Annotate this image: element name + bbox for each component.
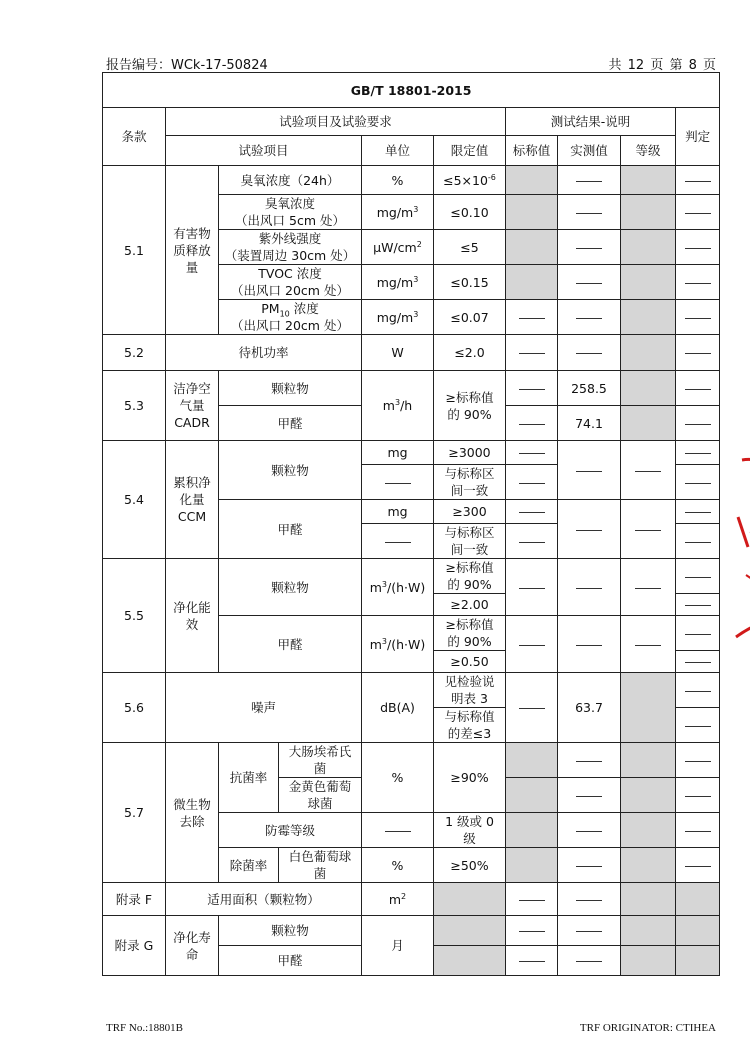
limit-cell: ≥50% — [434, 848, 506, 883]
dash-mark — [519, 424, 545, 425]
grade-cell — [621, 265, 676, 300]
measured-cell — [558, 946, 621, 976]
grade-cell — [621, 406, 676, 441]
measured-cell: 74.1 — [558, 406, 621, 441]
unit-cell: % — [362, 848, 434, 883]
nominal-cell — [506, 559, 558, 616]
verdict-cell — [676, 916, 720, 946]
nominal-cell — [506, 500, 558, 524]
nominal-cell — [506, 300, 558, 335]
table-row — [103, 883, 720, 916]
header-test-result: 测试结果-说明 — [506, 108, 676, 136]
nominal-cell — [506, 166, 558, 195]
verdict-cell — [676, 559, 720, 594]
dash-mark — [519, 645, 545, 646]
grade-cell — [621, 743, 676, 778]
item-formaldehyde: 甲醛 — [219, 500, 362, 559]
dash-mark — [576, 961, 602, 962]
dash-mark — [576, 213, 602, 214]
limit-cell — [434, 883, 506, 916]
header-item: 试验项目 — [166, 136, 362, 166]
dash-mark — [576, 248, 602, 249]
nominal-cell — [506, 778, 558, 813]
verdict-cell — [676, 594, 720, 616]
verdict-cell — [676, 265, 720, 300]
dash-mark — [519, 512, 545, 513]
page-info: 共 12 页 第 8 页 — [608, 58, 716, 73]
header-row-1 — [103, 108, 720, 136]
unit-cell: % — [362, 743, 434, 813]
dash-mark — [635, 588, 661, 589]
item-standby-power: 待机功率 — [166, 335, 362, 371]
limit-cell: ≤0.15 — [434, 265, 506, 300]
measured-cell — [558, 500, 621, 559]
dash-mark — [685, 605, 711, 606]
dash-mark — [685, 577, 711, 578]
unit-cell: $mg/m^3$ — [362, 300, 434, 335]
item-e-coli: 大肠埃希氏 菌 — [279, 743, 362, 778]
limit-cell: ≥90% — [434, 743, 506, 813]
nominal-cell — [506, 524, 558, 559]
limit-cell: ≤0.07 — [434, 300, 506, 335]
limit-cell: 见检验说 明表 3 — [434, 673, 506, 708]
grade-cell — [621, 371, 676, 406]
dash-mark — [635, 471, 661, 472]
item-mold-grade: 防霉等级 — [219, 813, 362, 848]
dash-mark — [685, 691, 711, 692]
nominal-cell — [506, 883, 558, 916]
measured-cell — [558, 265, 621, 300]
dash-mark — [519, 353, 545, 354]
measured-cell — [558, 166, 621, 195]
test-results-table — [102, 72, 720, 976]
dash-mark — [519, 708, 545, 709]
nominal-cell — [506, 916, 558, 946]
measured-cell — [558, 778, 621, 813]
unit-cell: $m^3/h$ — [362, 371, 434, 441]
table-row — [103, 673, 720, 708]
grade-cell — [621, 195, 676, 230]
dash-mark — [519, 389, 545, 390]
limit-cell: ≥标称值 的 90% — [434, 559, 506, 594]
limit-cell: ≥3000 — [434, 441, 506, 465]
grade-cell — [621, 673, 676, 743]
item-formaldehyde: 甲醛 — [219, 946, 362, 976]
dash-mark — [685, 866, 711, 867]
dash-mark — [576, 353, 602, 354]
grade-cell — [621, 441, 676, 500]
clause-appendix-g: 附录 G — [103, 916, 166, 976]
dash-mark — [385, 831, 411, 832]
table-row — [103, 166, 720, 195]
item-ozone-24h: 臭氧浓度（24h） — [219, 166, 362, 195]
dash-mark — [576, 181, 602, 182]
dash-mark — [576, 831, 602, 832]
unit-cell — [362, 465, 434, 500]
dash-mark — [576, 530, 602, 531]
nominal-cell — [506, 195, 558, 230]
unit-cell: mg — [362, 441, 434, 465]
clause-5-5: 5.5 — [103, 559, 166, 673]
clause-5-2: 5.2 — [103, 335, 166, 371]
unit-cell: $mg/m^3$ — [362, 195, 434, 230]
dash-mark — [519, 542, 545, 543]
seal-stamp-fragment — [728, 455, 750, 645]
table-row — [103, 916, 720, 946]
item-noise: 噪声 — [166, 673, 362, 743]
grade-cell — [621, 916, 676, 946]
limit-cell: ≥标称值 的 90% — [434, 616, 506, 651]
clause-5-4: 5.4 — [103, 441, 166, 559]
item-sterilization-rate: 除菌率 — [219, 848, 279, 883]
measured-cell: 258.5 — [558, 371, 621, 406]
unit-cell — [362, 813, 434, 848]
grade-cell — [621, 230, 676, 265]
item-applicable-area: 适用面积（颗粒物） — [166, 883, 362, 916]
verdict-cell — [676, 848, 720, 883]
dash-mark — [685, 424, 711, 425]
limit-cell: ≤5 — [434, 230, 506, 265]
dash-mark — [519, 318, 545, 319]
header-row-2 — [103, 136, 720, 166]
item-particulate: 颗粒物 — [219, 559, 362, 616]
grade-cell — [621, 559, 676, 616]
verdict-cell — [676, 778, 720, 813]
limit-cell: ≤2.0 — [434, 335, 506, 371]
dash-mark — [519, 453, 545, 454]
group-cadr: 洁净空 气量 CADR — [166, 371, 219, 441]
dash-mark — [576, 645, 602, 646]
verdict-cell — [676, 946, 720, 976]
verdict-cell — [676, 166, 720, 195]
dash-mark — [685, 726, 711, 727]
unit-cell: mg — [362, 500, 434, 524]
dash-mark — [685, 483, 711, 484]
header-unit: 单位 — [362, 136, 434, 166]
dash-mark — [576, 761, 602, 762]
header-grade: 等级 — [621, 136, 676, 166]
limit-cell: $\le 5\times 10^{-6}$ — [434, 166, 506, 195]
group-ccm: 累积净 化量 CCM — [166, 441, 219, 559]
unit-cell: $m^3/(h\cdot W)$ — [362, 616, 434, 673]
dash-mark — [576, 283, 602, 284]
dash-mark — [576, 866, 602, 867]
item-formaldehyde: 甲醛 — [219, 616, 362, 673]
item-pm10: $PM_{10}$ 浓度 （出风口 20cm 处） — [219, 300, 362, 335]
item-s-albus: 白色葡萄球 菌 — [279, 848, 362, 883]
verdict-cell — [676, 195, 720, 230]
limit-cell — [434, 916, 506, 946]
dash-mark — [685, 318, 711, 319]
grade-cell — [621, 335, 676, 371]
table-title: GB/T 18801-2015 — [103, 73, 720, 108]
dash-mark — [576, 900, 602, 901]
unit-cell: $m^3/(h\cdot W)$ — [362, 559, 434, 616]
measured-cell — [558, 616, 621, 673]
table-row — [103, 335, 720, 371]
clause-5-1: 5.1 — [103, 166, 166, 335]
verdict-cell — [676, 813, 720, 848]
dash-mark — [576, 318, 602, 319]
dash-mark — [519, 900, 545, 901]
item-particulate: 颗粒物 — [219, 441, 362, 500]
trf-number: TRF No.:18801B — [106, 1022, 184, 1034]
limit-cell: 与标称值 的差≤3 — [434, 708, 506, 743]
header-clause: 条款 — [103, 108, 166, 166]
limit-cell: 与标称区 间一致 — [434, 524, 506, 559]
verdict-cell — [676, 371, 720, 406]
measured-cell — [558, 230, 621, 265]
nominal-cell — [506, 230, 558, 265]
nominal-cell — [506, 406, 558, 441]
clause-appendix-f: 附录 F — [103, 883, 166, 916]
unit-cell: dB(A) — [362, 673, 434, 743]
unit-cell: $m^2$ — [362, 883, 434, 916]
dash-mark — [576, 796, 602, 797]
measured-cell — [558, 916, 621, 946]
limit-cell: ≥0.50 — [434, 651, 506, 673]
grade-cell — [621, 500, 676, 559]
table-row — [103, 743, 720, 778]
unit-cell: % — [362, 166, 434, 195]
dash-mark — [385, 483, 411, 484]
dash-mark — [685, 634, 711, 635]
item-s-aureus: 金黄色葡萄 球菌 — [279, 778, 362, 813]
item-uv-intensity: 紫外线强度 （装置周边 30cm 处） — [219, 230, 362, 265]
header-item-requirement: 试验项目及试验要求 — [166, 108, 506, 136]
group-efficiency: 净化能 效 — [166, 559, 219, 673]
verdict-cell — [676, 524, 720, 559]
grade-cell — [621, 813, 676, 848]
dash-mark — [519, 483, 545, 484]
unit-cell — [362, 524, 434, 559]
table-row — [103, 441, 720, 465]
dash-mark — [519, 961, 545, 962]
unit-cell: W — [362, 335, 434, 371]
verdict-cell — [676, 406, 720, 441]
unit-cell: $\mu W/cm^2$ — [362, 230, 434, 265]
dash-mark — [685, 213, 711, 214]
verdict-cell — [676, 500, 720, 524]
verdict-cell — [676, 465, 720, 500]
nominal-cell — [506, 371, 558, 406]
dash-mark — [685, 283, 711, 284]
grade-cell — [621, 883, 676, 916]
measured-cell — [558, 559, 621, 616]
verdict-cell — [676, 651, 720, 673]
limit-cell — [434, 946, 506, 976]
verdict-cell — [676, 230, 720, 265]
table-row — [103, 559, 720, 594]
group-harmful-release: 有害物质释放量 — [166, 166, 219, 335]
grade-cell — [621, 166, 676, 195]
dash-mark — [385, 542, 411, 543]
nominal-cell — [506, 813, 558, 848]
grade-cell — [621, 848, 676, 883]
nominal-cell — [506, 441, 558, 465]
dash-mark — [635, 645, 661, 646]
item-particulate: 颗粒物 — [219, 371, 362, 406]
verdict-cell — [676, 673, 720, 708]
measured-cell — [558, 813, 621, 848]
clause-5-6: 5.6 — [103, 673, 166, 743]
clause-5-3: 5.3 — [103, 371, 166, 441]
dash-mark — [519, 931, 545, 932]
header-measured: 实测值 — [558, 136, 621, 166]
table-row — [103, 371, 720, 406]
measured-cell — [558, 335, 621, 371]
nominal-cell — [506, 465, 558, 500]
verdict-cell — [676, 300, 720, 335]
measured-cell — [558, 743, 621, 778]
item-ozone-outlet: 臭氧浓度 （出风口 5cm 处） — [219, 195, 362, 230]
verdict-cell — [676, 616, 720, 651]
dash-mark — [685, 353, 711, 354]
dash-mark — [685, 542, 711, 543]
verdict-cell — [676, 441, 720, 465]
dash-mark — [685, 389, 711, 390]
dash-mark — [576, 471, 602, 472]
header-limit: 限定值 — [434, 136, 506, 166]
item-antibacterial: 抗菌率 — [219, 743, 279, 813]
header-nominal: 标称值 — [506, 136, 558, 166]
report-number: 报告编号：WCk-17-50824 — [106, 58, 268, 73]
verdict-cell — [676, 708, 720, 743]
dash-mark — [519, 588, 545, 589]
measured-cell — [558, 195, 621, 230]
unit-cell: 月 — [362, 916, 434, 976]
measured-cell — [558, 441, 621, 500]
measured-cell: 63.7 — [558, 673, 621, 743]
title-row — [103, 73, 720, 108]
nominal-cell — [506, 743, 558, 778]
item-formaldehyde: 甲醛 — [219, 406, 362, 441]
item-tvoc: TVOC 浓度 （出风口 20cm 处） — [219, 265, 362, 300]
dash-mark — [685, 761, 711, 762]
dash-mark — [685, 662, 711, 663]
dash-mark — [685, 796, 711, 797]
dash-mark — [685, 453, 711, 454]
clause-5-7: 5.7 — [103, 743, 166, 883]
dash-mark — [635, 530, 661, 531]
verdict-cell — [676, 335, 720, 371]
item-particulate: 颗粒物 — [219, 916, 362, 946]
dash-mark — [576, 931, 602, 932]
unit-cell: $mg/m^3$ — [362, 265, 434, 300]
limit-cell: ≥300 — [434, 500, 506, 524]
dash-mark — [685, 181, 711, 182]
group-lifetime: 净化寿 命 — [166, 916, 219, 976]
limit-cell: ≥2.00 — [434, 594, 506, 616]
nominal-cell — [506, 335, 558, 371]
trf-originator: TRF ORIGINATOR: CTIHEA — [579, 1022, 716, 1034]
grade-cell — [621, 300, 676, 335]
nominal-cell — [506, 848, 558, 883]
nominal-cell — [506, 616, 558, 673]
measured-cell — [558, 848, 621, 883]
grade-cell — [621, 778, 676, 813]
measured-cell — [558, 883, 621, 916]
verdict-cell — [676, 743, 720, 778]
group-microbe-removal: 微生物 去除 — [166, 743, 219, 883]
grade-cell — [621, 946, 676, 976]
limit-cell: 与标称区 间一致 — [434, 465, 506, 500]
header-verdict: 判定 — [676, 108, 720, 166]
dash-mark — [685, 512, 711, 513]
measured-cell — [558, 300, 621, 335]
grade-cell — [621, 616, 676, 673]
dash-mark — [576, 588, 602, 589]
dash-mark — [685, 248, 711, 249]
limit-cell: ≥标称值 的 90% — [434, 371, 506, 441]
limit-cell: 1 级或 0 级 — [434, 813, 506, 848]
nominal-cell — [506, 265, 558, 300]
nominal-cell — [506, 946, 558, 976]
verdict-cell — [676, 883, 720, 916]
nominal-cell — [506, 673, 558, 743]
dash-mark — [685, 831, 711, 832]
limit-cell: ≤0.10 — [434, 195, 506, 230]
